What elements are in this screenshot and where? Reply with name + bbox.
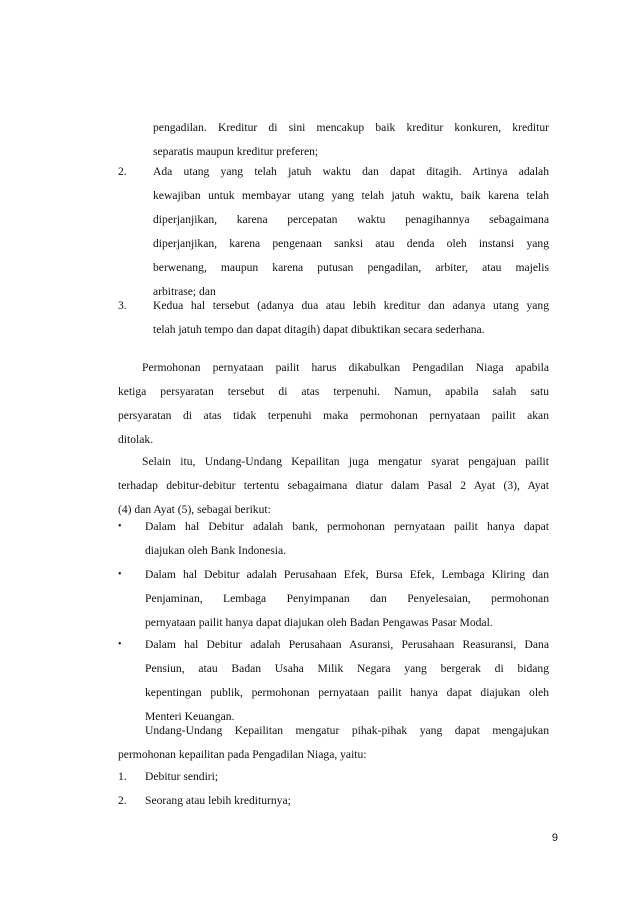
list-number: 2. [118,165,127,178]
list-item-1-continuation [153,116,549,164]
list-number: 2. [118,794,127,807]
text-line: Menteri Keuangan. [145,710,235,723]
text-line: Selain itu, Undang-Undang Kepailitan juga mengatur syarat pengajuan pailit [142,455,549,468]
list-item-3 [118,294,549,342]
text-line: diperjanjikan, karena percepatan waktu penagihannya sebagaimana [153,213,549,226]
paragraph-applicants [118,719,549,767]
text-line: Pensiun, atau Badan Usaha Milik Negara yang bergerak di bidang [145,662,549,675]
bullet-item [118,515,549,563]
text-line: Permohonan pernyataan pailit harus dikabulkan Pengadilan Niaga apabila [142,361,549,374]
bullet-icon: • [118,639,122,650]
text-line: ketiga persyaratan tersebut di atas terpenuhi. Namun, apabila salah satu [118,385,549,398]
text-line: separatis maupun kreditur preferen; [153,145,319,158]
list-item [118,789,549,813]
paragraph-special-debtors [118,450,549,522]
text-line: telah jatuh tempo dan dapat ditagih) dapat dibuktikan secara sederhana. [153,323,485,336]
text-line: Kedua hal tersebut (adanya dua atau lebih kreditur dan adanya utang yang [153,299,549,312]
text-line: berwenang, maupun karena putusan pengadilan, arbiter, atau majelis [153,261,549,274]
page-number: 9 [551,832,558,844]
text-line: Debitur sendiri; [145,770,219,783]
text-line: Undang-Undang Kepailitan mengatur pihak-pihak yang dapat mengajukan [145,724,549,737]
list-item [118,765,549,789]
text-line: pengadilan. Kreditur di sini mencakup baik kreditur konkuren, kreditur [153,121,549,134]
bullet-icon: • [118,569,122,580]
text-line: Penjaminan, Lembaga Penyimpanan dan Penyelesaian, permohonan [145,592,549,605]
text-line: Dalam hal Debitur adalah Perusahaan Efek, Bursa Efek, Lembaga Kliring dan [145,568,549,581]
text-line: arbitrase; dan [153,285,216,298]
bullet-item [118,633,549,729]
paragraph-requirements [118,356,549,452]
list-number: 1. [118,770,127,783]
list-number: 3. [118,299,127,312]
text-line: terhadap debitur-debitur tertentu sebagaimana diatur dalam Pasal 2 Ayat (3), Ayat [118,479,549,492]
bullet-item [118,563,549,635]
text-line: kepentingan publik, permohonan pernyataan pailit hanya dapat diajukan oleh [145,686,549,699]
text-line: persyaratan di atas tidak terpenuhi maka permohonan pernyataan pailit akan [118,409,549,422]
list-item-2 [118,160,549,304]
text-line: ditolak. [118,433,154,446]
text-line: diajukan oleh Bank Indonesia. [145,544,287,557]
text-line: permohonan kepailitan pada Pengadilan Niaga, yaitu: [118,748,367,761]
text-line: pernyataan pailit hanya dapat diajukan oleh Badan Pengawas Pasar Modal. [145,616,493,629]
text-line: Seorang atau lebih krediturnya; [145,794,291,807]
text-line: diperjanjikan, karena pengenaan sanksi atau denda oleh instansi yang [153,237,549,250]
text-line: Ada utang yang telah jatuh waktu dan dapat ditagih. Artinya adalah [153,165,549,178]
text-line: kewajiban untuk membayar utang yang telah jatuh waktu, baik karena telah [153,189,549,202]
text-line: (4) dan Ayat (5), sebagai berikut: [118,503,271,516]
text-line: Dalam hal Debitur adalah Perusahaan Asuransi, Perusahaan Reasuransi, Dana [145,638,549,651]
text-line: Dalam hal Debitur adalah bank, permohonan pernyataan pailit hanya dapat [145,520,549,533]
bullet-icon: • [118,521,122,532]
